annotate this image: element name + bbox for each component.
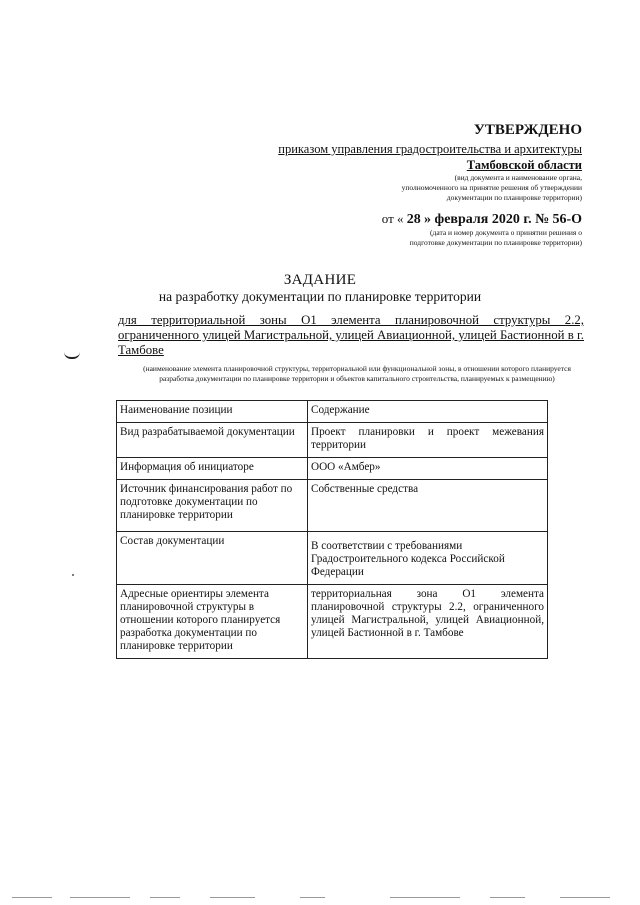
position-cell: Состав документации <box>117 532 308 585</box>
table-row <box>117 458 548 480</box>
content-cell: В соответствии с требованиями Градостроительного кодекса Российской Федерации <box>308 532 548 585</box>
content-cell: Содержание <box>308 401 548 423</box>
scan-speck <box>72 574 74 576</box>
content-cell: территориальная зона О1 элемента планировочной структуры 2.2, ограниченного улицей Магистральной, улицей Авиационной, улицей Бастионной в г. Тамбове <box>308 585 548 659</box>
table-row <box>117 532 548 585</box>
date-day: 28 <box>406 212 421 227</box>
margin-mark <box>64 352 80 359</box>
position-cell: Источник финансирования работ по подготовке документации по планировке территории <box>117 480 308 532</box>
approval-block <box>222 122 582 248</box>
task-table <box>116 400 548 659</box>
approval-authority-line: приказом управления градостроительства и архитектуры <box>278 142 582 156</box>
scan-edge-marks <box>0 897 640 899</box>
content-cell: Проект планировки и проект межевания территории <box>308 423 548 458</box>
table-row <box>117 480 548 532</box>
approval-note-line: уполномоченного на принятие решения об утверждении <box>401 183 582 192</box>
table-row <box>117 585 548 659</box>
subject-underlined: для территориальной зоны О1 элемента планировочной структуры 2.2, ограниченного улицей Магистральной, улицей Авиационной, улицей Бастионной в г. Тамбове <box>118 313 584 357</box>
approval-region-line: Тамбовской области <box>466 158 582 172</box>
content-cell: ООО «Амбер» <box>308 458 548 480</box>
document-title: ЗАДАНИЕ <box>283 272 357 288</box>
approval-note-line: документации по планировке территории) <box>446 193 582 202</box>
table-row <box>117 423 548 458</box>
document-subtitle: на разработку документации по планировке территории <box>158 289 482 304</box>
approval-heading: УТВЕРЖДЕНО <box>473 122 582 138</box>
approval-date-line <box>222 211 582 228</box>
approval-note-line: (вид документа и наименование органа, <box>454 173 582 182</box>
table-row <box>117 401 548 423</box>
position-cell: Адресные ориентиры элемента планировочной структуры в отношении которого планируется разработка документации по планировке территории <box>117 585 308 659</box>
content-cell: Собственные средства <box>308 480 548 532</box>
date-note-line: (дата и номер документа о принятии решения о <box>430 228 582 237</box>
subject-text <box>118 313 584 358</box>
position-cell: Наименование позиции <box>117 401 308 423</box>
position-cell: Информация об инициаторе <box>117 458 308 480</box>
position-cell: Вид разрабатываемой документации <box>117 423 308 458</box>
date-prefix: от « <box>381 211 404 226</box>
date-month-year: » февраля 2020 г. № <box>424 212 550 227</box>
date-note-line: подготовке документации по планировке территории) <box>409 238 582 247</box>
document-number: 56-О <box>552 212 582 227</box>
subject-note: (наименование элемента планировочной структуры, территориальной или функциональной зоны, в отношении которого планируется разработка документации по планировке территории и объектов капитального строительства, планируемых к размещению) <box>143 364 571 383</box>
